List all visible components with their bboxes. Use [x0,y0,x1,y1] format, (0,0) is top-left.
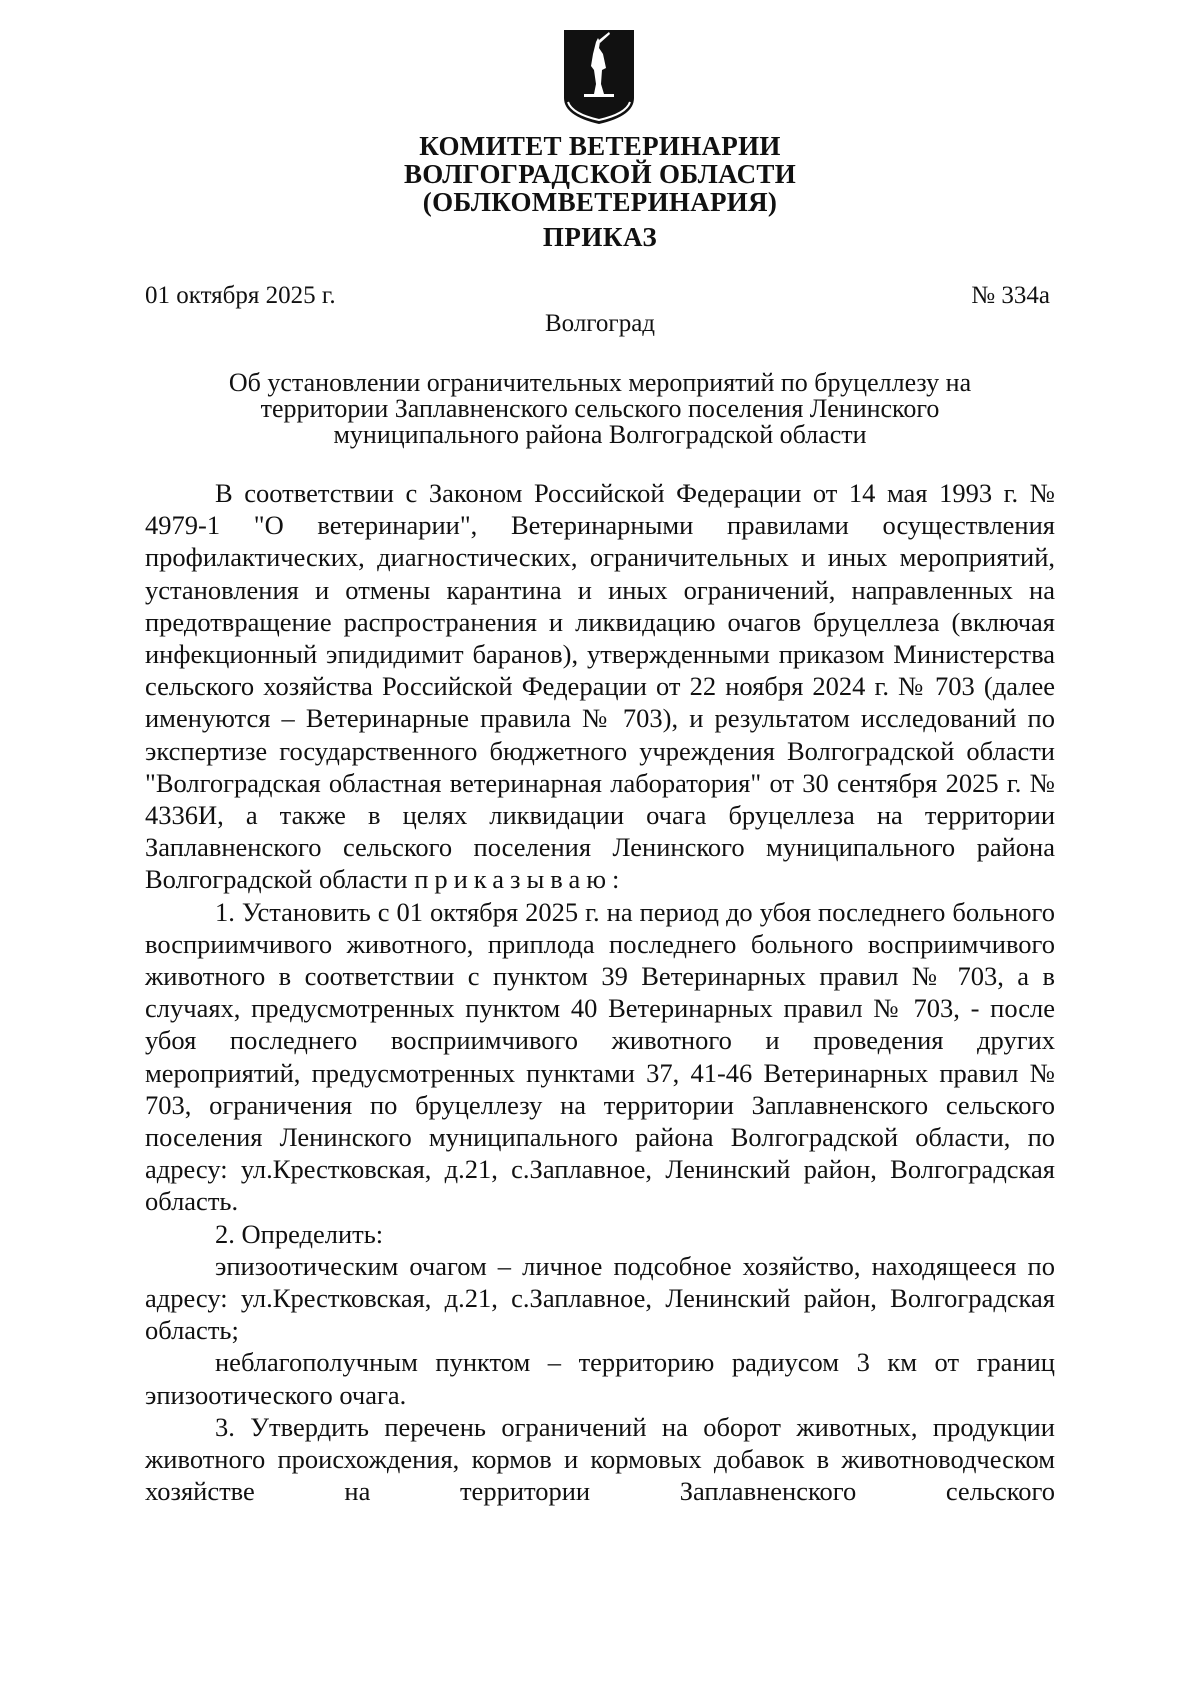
preamble-paragraph [145,477,1055,896]
title-line-2: территории Заплавненского сельского поселения Ленинского [260,394,940,423]
issuer-line-1: КОМИТЕТ ВЕТЕРИНАРИИ [419,131,781,161]
preamble-text: В соответствии с Законом Российской Федерации от 14 мая 1993 г. № 4979-1 "О ветеринарии", Ветеринарными правилами осуществления профилактических, диагностических, ограничительных и иных мероприятий, установления и отмены карантина и иных ограничений, направленных на предотвращение распространения и ликвидацию очагов бруцеллеза (включая инфекционный эпидидимит баранов), утвержденными приказом Министерства сельского хозяйства Российской Федерации от 22 ноября 2024 г. № 703 (далее именуются – Ветеринарные правила № 703), и результатом исследований по экспертизе государственного бюджетного учреждения Волгоградской области "Волгоградская областная ветеринарная лаборатория" от 30 сентября 2025 г. № 4336И, а также в целях ликвидации очага бруцеллеза на территории Заплавненского сельского поселения Ленинского муниципального района Волгоградской области [145,478,1055,895]
item-2a-paragraph: эпизоотическим очагом – личное подсобное хозяйство, находящееся по адресу: ул.Крестковская, д.21, с.Заплавное, Ленинский район, Волгоградская область; [145,1250,1055,1346]
title-line-3: муниципального района Волгоградской области [333,420,867,449]
document-type: ПРИКАЗ [542,222,658,252]
order-word: приказываю: [414,864,626,895]
issuer-header [0,132,1200,216]
issuer-line-2: ВОЛГОГРАДСКОЙ ОБЛАСТИ [404,159,796,189]
item-3-paragraph: 3. Утвердить перечень ограничений на оборот животных, продукции животного происхождения, кормов и кормовых добавок в животноводческом хозяйстве на территории Заплавненского сельского [145,1411,1055,1507]
document-title [190,370,1010,448]
title-line-1: Об установлении ограничительных мероприятий по бруцеллезу на [228,368,972,397]
document-date: 01 октября 2025 г. [145,282,336,309]
document-number: № 334а [971,282,1050,309]
coat-of-arms-emblem [562,28,636,126]
document-body [145,477,1055,1508]
document-city: Волгоград [544,310,656,337]
item-2-paragraph: 2. Определить: [215,1218,384,1249]
issuer-line-3: (ОБЛКОМВЕТЕРИНАРИЯ) [422,187,778,217]
item-1-paragraph: 1. Установить с 01 октября 2025 г. на период до убоя последнего больного восприимчивого животного, приплода последнего больного восприимчивого животного в соответствии с пунктом 39 Ветеринарных правил № 703, а в случаях, предусмотренных пунктом 40 Ветеринарных правил № 703, - после убоя последнего восприимчивого животного и проведения других мероприятий, предусмотренных пунктами 37, 41-46 Ветеринарных правил № 703, ограничения по бруцеллезу на территории Заплавненского сельского поселения Ленинского муниципального района Волгоградской области, по адресу: ул.Крестковская, д.21, с.Заплавное, Ленинский район, Волгоградская область. [145,896,1055,1217]
item-2b-paragraph: неблагополучным пунктом – территорию радиусом 3 км от границ эпизоотического очага. [145,1347,1055,1410]
